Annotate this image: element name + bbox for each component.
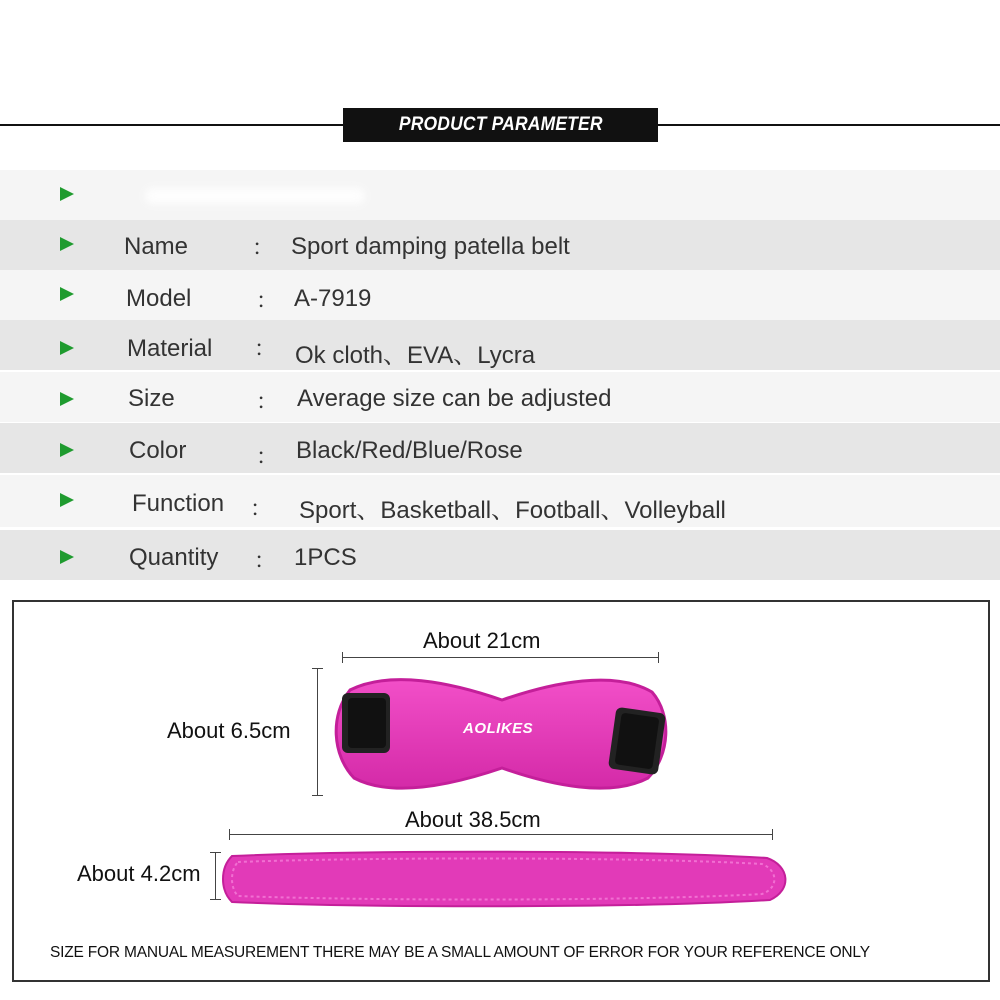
pad-width-line — [342, 657, 659, 658]
arrow-bullet-icon — [60, 187, 74, 201]
pad-height-tick-top — [312, 668, 323, 669]
param-label: Quantity — [129, 544, 219, 571]
param-label: Name — [124, 233, 189, 260]
page-title-box — [343, 108, 658, 142]
blurred-text — [145, 188, 365, 204]
param-label: Material — [127, 335, 213, 362]
param-label: Model — [126, 285, 192, 312]
param-colon: ： — [254, 336, 277, 361]
pad-height-tick-bottom — [312, 795, 323, 796]
param-label: Size — [128, 385, 175, 412]
arrow-bullet-icon — [60, 443, 74, 457]
arrow-bullet-icon — [60, 550, 74, 564]
footer-note: SIZE FOR MANUAL MEASUREMENT THERE MAY BE A SMALL AMOUNT OF ERROR FOR YOUR REFERENCE ONLY — [50, 944, 870, 961]
param-value: 1PCS — [294, 544, 357, 571]
strap-length-label: About 38.5cm — [405, 807, 541, 832]
param-colon: ： — [256, 389, 279, 414]
param-colon: ： — [256, 288, 279, 313]
param-value: Sport damping patella belt — [291, 233, 570, 260]
strap-length-tick-right — [772, 829, 773, 840]
param-colon: ： — [254, 548, 277, 573]
strap-image — [222, 848, 794, 910]
param-value: Ok cloth、EVA、Lycra — [295, 342, 536, 369]
strap-height-tick-top — [210, 852, 221, 853]
param-colon: ： — [256, 444, 279, 469]
param-value: Sport、Basketball、Football、Volleyball — [299, 497, 726, 524]
brand-logo: AOLIKES — [463, 720, 534, 737]
arrow-bullet-icon — [60, 493, 74, 507]
pad-width-label: About 21cm — [423, 628, 541, 653]
strap-length-line — [229, 834, 773, 835]
param-label: Color — [129, 437, 187, 464]
param-row-function — [0, 475, 1000, 527]
param-value: Black/Red/Blue/Rose — [296, 437, 523, 464]
param-row-size — [0, 372, 1000, 422]
pad-height-label: About 6.5cm — [167, 718, 291, 743]
arrow-bullet-icon — [60, 237, 74, 251]
param-row-name — [0, 220, 1000, 270]
arrow-bullet-icon — [60, 392, 74, 406]
param-colon: ： — [252, 235, 275, 260]
param-row-material — [0, 320, 1000, 370]
pad-height-line — [317, 668, 318, 796]
param-row-blank — [0, 170, 1000, 220]
param-row-quantity — [0, 530, 1000, 580]
arrow-bullet-icon — [60, 341, 74, 355]
param-value: Average size can be adjusted — [297, 385, 612, 412]
page-title: PRODUCT PARAMETER — [398, 114, 603, 135]
param-label: Function — [132, 490, 225, 517]
param-colon: ： — [250, 496, 273, 521]
param-row-color — [0, 423, 1000, 473]
strap-height-line — [215, 852, 216, 900]
strap-height-tick-bottom — [210, 899, 221, 900]
param-row-model — [0, 270, 1000, 320]
strap-height-label: About 4.2cm — [77, 861, 201, 886]
arrow-bullet-icon — [60, 287, 74, 301]
param-value: A-7919 — [294, 285, 372, 312]
strap-length-tick-left — [229, 829, 230, 840]
